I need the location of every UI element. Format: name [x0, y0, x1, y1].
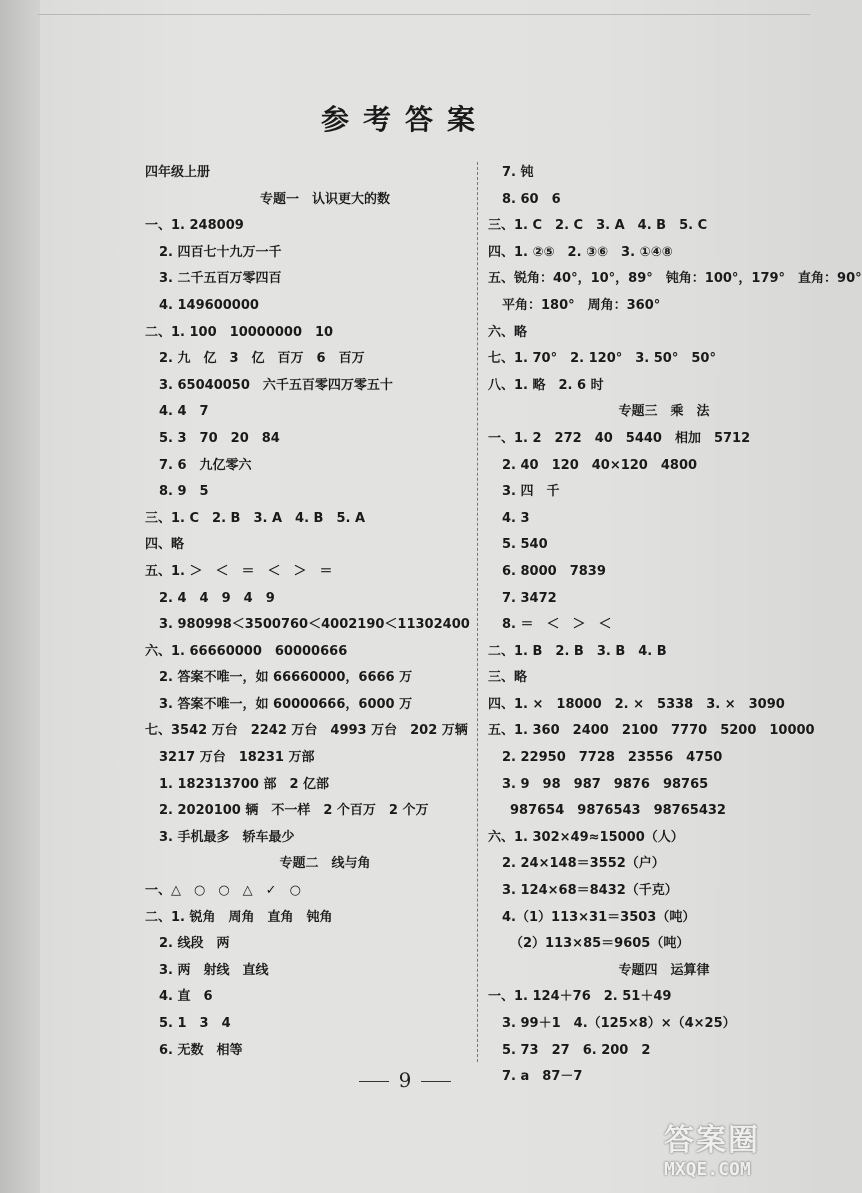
- answer-line: 5. 540: [502, 537, 548, 553]
- answer-line: 三、1. C 2. C 3. A 4. B 5. C: [488, 218, 708, 234]
- answer-line: 4.（1）113×31＝3503（吨）: [502, 909, 696, 925]
- answer-line: 七、3542 万台 2242 万台 4993 万台 202 万辆: [145, 723, 468, 739]
- answer-line: 2. 九 亿 3 亿 百万 6 百万: [159, 351, 365, 367]
- answer-line: 一、1. 2 272 40 5440 相加 5712: [488, 430, 751, 446]
- binding-gutter: [0, 0, 40, 1193]
- answer-line: 3. 答案不唯一，如 60000666，6000 万: [159, 696, 413, 712]
- answer-line: 3217 万台 18231 万部: [159, 750, 315, 766]
- grade-label: 四年级上册: [145, 165, 211, 180]
- answer-line: 3. 124×68＝8432（千克）: [502, 883, 678, 899]
- watermark-bottom-text: MXQE.COM: [664, 1159, 751, 1180]
- answer-line: 五、1. 360 2400 2100 7770 5200 10000: [488, 723, 815, 739]
- section-heading: 专题一 认识更大的数: [259, 191, 390, 207]
- answer-line: 5. 3 70 20 84: [159, 430, 280, 446]
- right-column: [488, 160, 862, 1091]
- section-heading: 专题四 运算律: [618, 962, 710, 978]
- answer-line: 三、略: [488, 670, 528, 686]
- answer-line: 四、1. ②⑤ 2. ③⑥ 3. ①④⑧: [488, 244, 673, 260]
- answer-line: 7. 3472: [502, 590, 557, 606]
- answer-line: 3. 四 千: [502, 484, 560, 500]
- page-number-value: 9: [398, 1068, 412, 1092]
- answer-line: 平角：180° 周角：360°: [502, 297, 661, 313]
- answer-line: 二、1. B 2. B 3. B 4. B: [488, 643, 667, 659]
- answer-line: 6. 无数 相等: [159, 1042, 243, 1058]
- answer-line: 四、略: [145, 537, 185, 553]
- answer-line: 六、略: [488, 324, 528, 340]
- answer-line: 一、1. 248009: [145, 218, 244, 234]
- answer-line: 1. 182313700 部 2 亿部: [159, 776, 330, 792]
- column-divider: [477, 162, 479, 1062]
- page-number: [0, 1068, 810, 1092]
- answer-line: 三、1. C 2. B 3. A 4. B 5. A: [145, 510, 366, 526]
- answer-line: 二、1. 锐角 周角 直角 钝角: [145, 909, 333, 925]
- left-column: [145, 160, 470, 1064]
- answer-line: 二、1. 100 10000000 10: [145, 324, 334, 340]
- answer-line: 3. 两 射线 直线: [159, 962, 269, 978]
- page-edge-line: [38, 14, 810, 15]
- watermark-top-text: 答案圈: [664, 1123, 760, 1158]
- answer-line: 6. 8000 7839: [502, 563, 606, 579]
- page-number-dash-left: [359, 1081, 389, 1082]
- answer-line: 7. 6 九亿零六: [159, 457, 252, 473]
- section-heading: 专题三 乘 法: [618, 404, 710, 420]
- answer-line: （2）113×85＝9605（吨）: [510, 936, 690, 952]
- answer-line: 3. 二千五百万零四百: [159, 271, 282, 287]
- answer-line: 8. 9 5: [159, 484, 209, 500]
- answer-line: 8. ＝ ＜ ＞ ＜: [502, 617, 612, 633]
- answer-line: 3. 手机最多 轿车最少: [159, 829, 295, 845]
- answer-line: 六、1. 66660000 60000666: [145, 643, 348, 659]
- site-watermark-logo: [664, 1115, 804, 1189]
- answer-line: 2. 答案不唯一，如 66660000，6666 万: [159, 670, 413, 686]
- answer-line: 7. 钝: [502, 165, 534, 180]
- answer-line: 2. 线段 两: [159, 936, 230, 952]
- answer-line: 4. 3: [502, 510, 530, 526]
- answer-line: 一、1. 124＋76 2. 51＋49: [488, 989, 672, 1005]
- section-heading: 专题二 线与角: [279, 856, 371, 872]
- answer-line: 一、△ ○ ○ △ ✓ ○: [145, 883, 301, 899]
- answer-line: 987654 9876543 98765432: [510, 803, 726, 819]
- answer-line: 五、1. ＞ ＜ ＝ ＜ ＞ ＝: [145, 563, 333, 579]
- answer-line: 四、1. × 18000 2. × 5338 3. × 3090: [488, 696, 785, 712]
- page-number-dash-right: [421, 1081, 451, 1082]
- answer-line: 4. 直 6: [159, 989, 213, 1005]
- answer-line: 2. 四百七十九万一千: [159, 244, 282, 260]
- answer-line: 八、1. 略 2. 6 时: [488, 377, 604, 393]
- answer-line: 8. 60 6: [502, 191, 561, 207]
- answer-line: 3. 65040050 六千五百零四万零五十: [159, 377, 393, 393]
- answer-line: 2. 22950 7728 23556 4750: [502, 750, 723, 766]
- answer-line: 3. 9 98 987 9876 98765: [502, 776, 709, 792]
- answer-line: 七、1. 70° 2. 120° 3. 50° 50°: [488, 351, 716, 367]
- answer-line: 六、1. 302×49≈15000（人）: [488, 829, 684, 845]
- answer-line: 5. 73 27 6. 200 2: [502, 1042, 651, 1058]
- answer-line: 7. a 87－7: [502, 1069, 583, 1085]
- page-title: 参考答案: [320, 103, 489, 136]
- answer-line: 4. 4 7: [159, 404, 209, 420]
- answer-line: 2. 2020100 辆 不一样 2 个百万 2 个万: [159, 803, 429, 819]
- answer-line: 2. 24×148＝3552（户）: [502, 856, 665, 872]
- answer-line: 五、锐角：40°，10°，89° 钝角：100°，179° 直角：90°: [488, 271, 862, 287]
- answer-line: 3. 99＋1 4.（125×8）×（4×25）: [502, 1016, 736, 1031]
- answer-line: 2. 4 4 9 4 9: [159, 590, 275, 606]
- answer-line: 2. 40 120 40×120 4800: [502, 457, 698, 473]
- answer-line: 4. 149600000: [159, 297, 259, 313]
- answer-line: 5. 1 3 4: [159, 1016, 231, 1031]
- answer-line: 3. 980998＜3500760＜4002190＜11302400: [159, 617, 470, 633]
